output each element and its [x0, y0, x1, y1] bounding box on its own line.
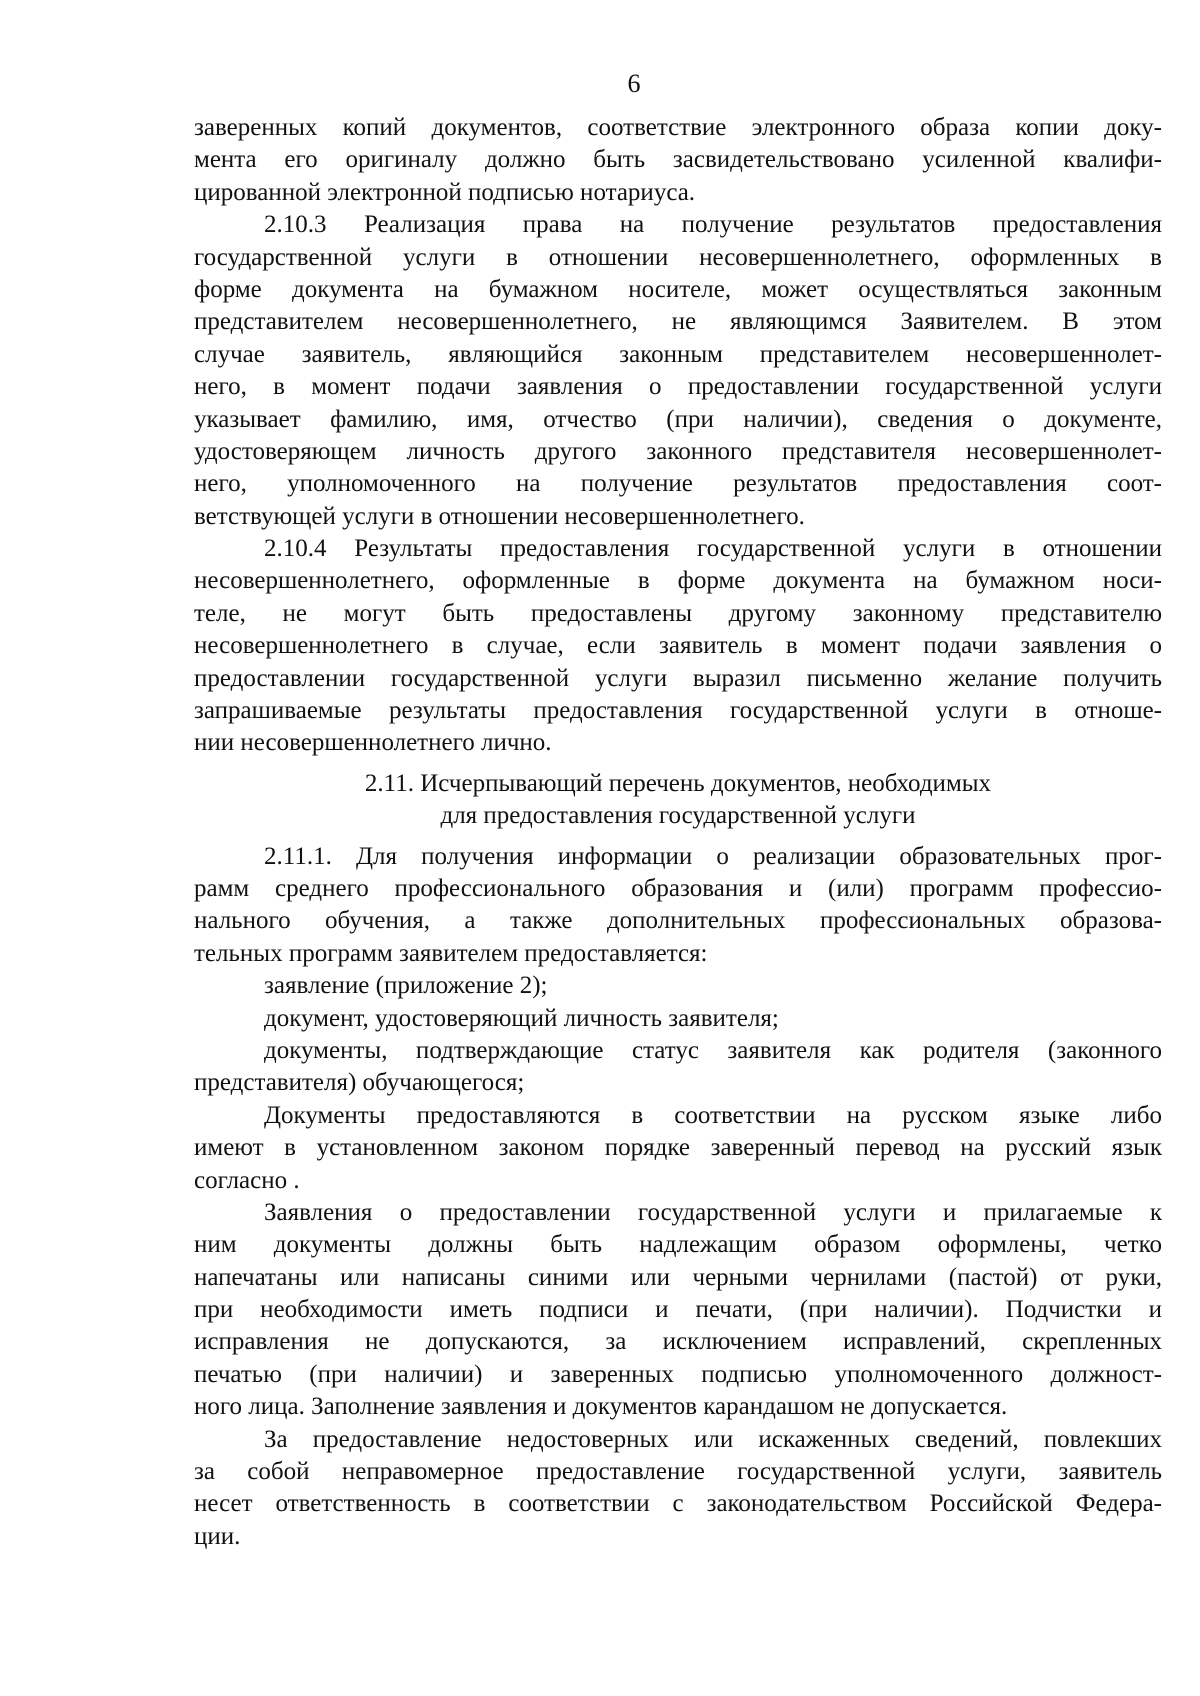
text-line: имеют в установленном законом порядке заверенный перевод на русский язык [194, 1134, 1162, 1162]
section-heading-2-11 [194, 768, 1162, 833]
text-line: согласно . [194, 1166, 300, 1194]
text-line: государственной услуги в отношении несовершеннолетнего, оформленных в [194, 243, 1162, 271]
page-number: 6 [627, 69, 641, 98]
text-line: 2.11.1. Для получения информации о реализации образовательных прог- [264, 842, 1162, 870]
paragraph-p1 [194, 112, 1162, 209]
text-line: форме документа на бумажном носителе, может осуществляться законным [194, 275, 1162, 303]
paragraph-p2 [194, 209, 1162, 533]
text-line: предоставлении государственной услуги выразил письменно желание получить [194, 664, 1162, 692]
document-body [194, 112, 1162, 1553]
text-line: цированной электронной подписью нотариуса. [194, 178, 696, 206]
text-line: него, уполномоченного на получение результатов предоставления соот- [194, 470, 1162, 498]
text-line: удостоверяющем личность другого законного представителя несовершеннолет- [194, 437, 1162, 465]
text-line: ним документы должны быть надлежащим образом оформлены, четко [194, 1231, 1162, 1259]
paragraph-p6 [194, 1003, 1162, 1035]
text-line: за собой неправомерное предоставление государственной услуги, заявитель [194, 1458, 1162, 1486]
text-line: документы, подтверждающие статус заявителя как родителя (законного [264, 1036, 1162, 1064]
text-line: За предоставление недостоверных или искаженных сведений, повлекших [264, 1425, 1162, 1453]
text-line: несет ответственность в соответствии с законодательством Российской Федера- [194, 1490, 1162, 1518]
paragraph-p8 [194, 1100, 1162, 1197]
section-2-11 [194, 841, 1162, 1554]
text-line: Документы предоставляются в соответствии на русском языке либо [264, 1101, 1162, 1129]
text-line: рамм среднего профессионального образования и (или) программ профессио- [194, 874, 1162, 902]
text-line: 2.10.3 Реализация права на получение результатов предоставления [264, 211, 1162, 239]
text-line: заверенных копий документов, соответствие электронного образа копии доку- [194, 114, 1162, 141]
text-line: мента его оригиналу должно быть засвидетельствовано усиленной квалифи- [194, 146, 1162, 174]
text-line: случае заявитель, являющийся законным представителем несовершеннолет- [194, 340, 1162, 368]
heading-line-1: 2.11. Исчерпывающий перечень документов, необходимых [364, 769, 992, 797]
text-line: запрашиваемые результаты предоставления государственной услуги в отноше- [194, 697, 1162, 725]
text-line: нального обучения, а также дополнительных профессиональных образова- [194, 907, 1162, 935]
text-line: него, в момент подачи заявления о предоставлении государственной услуги [194, 373, 1162, 401]
text-line: исправления не допускаются, за исключением исправлений, скрепленных [194, 1328, 1162, 1356]
paragraph-p10 [194, 1424, 1162, 1554]
section-2-10 [194, 112, 1162, 760]
text-line: указывает фамилию, имя, отчество (при наличии), сведения о документе, [194, 405, 1162, 433]
text-line: представителем несовершеннолетнего, не являющимся Заявителем. В этом [194, 308, 1162, 336]
text-line: представителя) обучающегося; [194, 1069, 525, 1097]
text-line: несовершеннолетнего в случае, если заявитель в момент подачи заявления о [194, 632, 1162, 660]
text-line: документ, удостоверяющий личность заявителя; [264, 1004, 779, 1032]
text-line: ного лица. Заполнение заявления и документов карандашом не допускается. [194, 1393, 1008, 1421]
text-line: при необходимости иметь подписи и печати, (при наличии). Подчистки и [194, 1296, 1162, 1324]
text-line: 2.10.4 Результаты предоставления государственной услуги в отношении [264, 535, 1162, 563]
text-line: ветствующей услуги в отношении несовершеннолетнего. [194, 502, 805, 530]
text-line: тельных программ заявителем предоставляется: [194, 939, 708, 967]
text-line: несовершеннолетнего, оформленные в форме документа на бумажном носи- [194, 567, 1162, 595]
paragraph-p5 [194, 970, 1162, 1002]
text-line: заявление (приложение 2); [264, 972, 548, 1000]
heading-line-2: для предоставления государственной услуги [440, 802, 916, 830]
text-line: ции. [194, 1522, 241, 1550]
paragraph-p4 [194, 841, 1162, 971]
text-line: печатью (при наличии) и заверенных подписью уполномоченного должност- [194, 1360, 1162, 1388]
paragraph-p3 [194, 533, 1162, 760]
paragraph-p9 [194, 1197, 1162, 1424]
paragraph-p7 [194, 1035, 1162, 1100]
text-line: Заявления о предоставлении государственной услуги и прилагаемые к [264, 1198, 1162, 1226]
text-line: нии несовершеннолетнего лично. [194, 729, 552, 757]
text-line: теле, не могут быть предоставлены другому законному представителю [194, 599, 1162, 627]
text-line: напечатаны или написаны синими или черными чернилами (пастой) от руки, [194, 1263, 1162, 1291]
